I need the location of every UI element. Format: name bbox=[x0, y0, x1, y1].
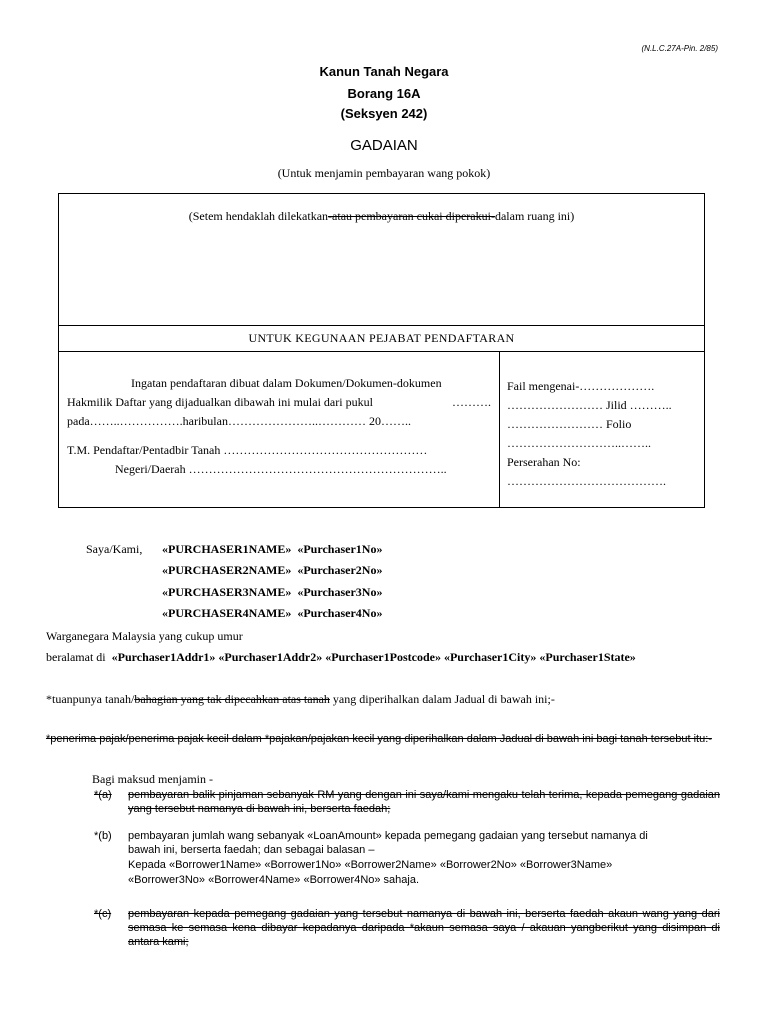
state-district-line: Negeri/Daerah ……………………………………………………….. bbox=[115, 462, 447, 476]
memo-line-2 bbox=[67, 393, 491, 412]
purchaser-no: «Purchaser2No» bbox=[297, 563, 383, 577]
purchaser-address: «Purchaser1Addr1» «Purchaser1Addr2» «Purchaser1Postcode» «Purchaser1City» «Purchaser1State» bbox=[111, 650, 636, 664]
purchaser-name: «PURCHASER4NAME» bbox=[162, 606, 292, 620]
section-number: (Seksyen 242) bbox=[340, 106, 428, 121]
lessee-statement-struck: *penerima pajak/penerima pajak kecil dalam *pajakan/pajakan kecil yang diperihalkan dalam Jadual di bawah ini bagi tanah tersebut itu:- bbox=[46, 733, 712, 745]
purchaser-no: «Purchaser3No» bbox=[297, 585, 383, 599]
box-divider bbox=[59, 325, 704, 326]
page-subtitle: (Untuk menjamin pembayaran wang pokok) bbox=[277, 166, 491, 180]
clause-b-line2: bawah ini, berserta faedah; dan sebagai balasan – bbox=[128, 844, 375, 856]
purchaser-2 bbox=[162, 561, 382, 580]
purchaser-3 bbox=[162, 583, 382, 602]
owner-part1: *tuanpunya tanah/ bbox=[46, 692, 135, 706]
address-line bbox=[46, 648, 636, 667]
registration-memo bbox=[67, 374, 491, 479]
presentation-no-label: Perserahan No: bbox=[507, 455, 581, 469]
purchaser-1 bbox=[162, 540, 382, 559]
parties-label: Saya/Kami, bbox=[86, 542, 143, 556]
clause-b-line1: pembayaran jumlah wang sebanyak «LoanAmount» kepada pemegang gadaian yang tersebut namanya di bbox=[128, 830, 648, 842]
clause-c-struck: pembayaran kepada pemegang gadaian yang tersebut namanya di bawah ini, berserta faedah akaun wang yang dari semasa ke semasa kena dibayar kepadanya daripada *akaun semasa saya / akauan yangberikut yang disimpan di antara kami; bbox=[128, 908, 720, 948]
box-column-divider bbox=[499, 352, 500, 507]
stamp-instruction-struck: -atau pembayaran cukai diperakui- bbox=[328, 209, 495, 223]
owner-statement bbox=[46, 690, 555, 709]
memo-line: pada……..…………….haribulan…………………..………… 20…….. bbox=[67, 414, 411, 428]
memo-line-dots: ………. bbox=[452, 395, 491, 409]
form-number: Borang 16A bbox=[347, 86, 421, 101]
presentation-no-dots: …………………………………. bbox=[507, 474, 666, 488]
citizenship-statement: Warganegara Malaysia yang cukup umur bbox=[46, 629, 243, 643]
file-regarding: Fail mengenai-………………. bbox=[507, 379, 655, 393]
page-title: GADAIAN bbox=[350, 137, 418, 154]
memo-line-text: Hakmilik Daftar yang dijadualkan dibawah ini mulai dari pukul bbox=[67, 395, 373, 409]
purchaser-name: «PURCHASER3NAME» bbox=[162, 585, 292, 599]
purchaser-4 bbox=[162, 604, 382, 623]
folio-dots: ………………………..…….. bbox=[507, 436, 651, 450]
registrar-line: T.M. Pendaftar/Pentadbir Tanah …………………………………………… bbox=[67, 443, 428, 457]
stamp-instruction-part1: (Setem hendaklah dilekatkan bbox=[188, 209, 329, 223]
stamp-instruction bbox=[59, 209, 704, 224]
file-reference-panel bbox=[507, 377, 697, 491]
clause-c-label: *(c) bbox=[94, 908, 112, 920]
stamp-and-registration-box bbox=[58, 193, 705, 508]
purchaser-no: «Purchaser4No» bbox=[297, 606, 383, 620]
act-name: Kanun Tanah Negara bbox=[319, 64, 449, 79]
form-reference-code: (N.L.C.27A-Pin. 2/85) bbox=[641, 44, 718, 53]
volume-line: …………………… Jilid ……….. bbox=[507, 398, 672, 412]
address-label: beralamat di bbox=[46, 650, 106, 664]
clause-b-borrowers: Kepada «Borrower1Name» «Borrower1No» «Borrower2Name» «Borrower2No» «Borrower3Name» bbox=[128, 859, 613, 871]
clause-a-label: *(a) bbox=[94, 789, 112, 801]
purpose-intro: Bagi maksud menjamin - bbox=[92, 772, 213, 786]
purchaser-name: «PURCHASER1NAME» bbox=[162, 542, 292, 556]
clause-a-struck: pembayaran balik pinjaman sebanyak RM yang dengan ini saya/kami mengaku telah terima, kepada pemegang gadaian yang tersebut namanya di bawah ini, berserta faedah; bbox=[128, 789, 720, 815]
purchaser-name: «PURCHASER2NAME» bbox=[162, 563, 292, 577]
owner-part3: yang diperihalkan dalam Jadual di bawah ini;- bbox=[329, 692, 555, 706]
purchaser-no: «Purchaser1No» bbox=[297, 542, 383, 556]
stamp-instruction-part3: dalam ruang ini) bbox=[494, 209, 575, 223]
owner-struck: bahagian yang tak dipecahkan atas tanah bbox=[134, 692, 330, 706]
registry-office-heading: UNTUK KEGUNAAN PEJABAT PENDAFTARAN bbox=[248, 331, 515, 345]
memo-line: Ingatan pendaftaran dibuat dalam Dokumen/Dokumen-dokumen bbox=[131, 376, 442, 390]
clause-b-label: *(b) bbox=[94, 830, 112, 842]
box-divider bbox=[59, 351, 704, 352]
folio-line: …………………… Folio bbox=[507, 417, 632, 431]
clause-b-borrowers-cont: «Borrower3No» «Borrower4Name» «Borrower4No» sahaja. bbox=[128, 874, 420, 886]
